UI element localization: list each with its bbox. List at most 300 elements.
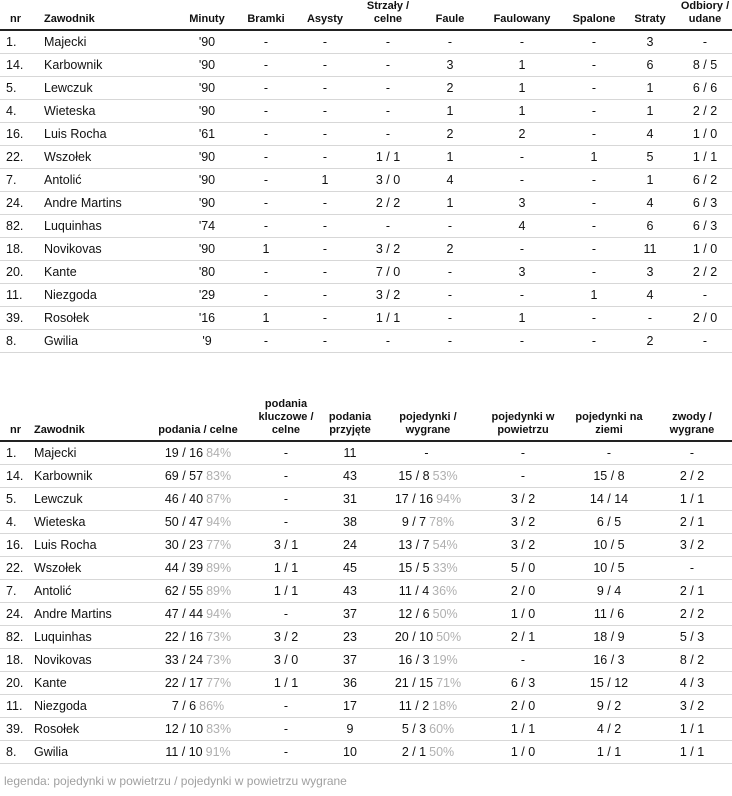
cell-passes [148,441,248,465]
duels-win-rate: 36% [432,584,458,598]
cell-ground-duels: 4 / 2 [566,718,652,741]
cell-dribbles: - [652,557,732,580]
cell-key-passes: - [248,718,324,741]
cell-nr: 24. [0,192,28,215]
table-row [0,284,732,307]
cell-passes [148,465,248,488]
cell-assists: - [296,330,354,353]
header-losses: Straty [622,0,678,30]
passes-accuracy: 91% [205,745,231,759]
cell-tackles: - [678,30,732,54]
cell-losses: 3 [622,30,678,54]
cell-fouls: 2 [422,123,478,146]
duels-win-rate: 54% [432,538,458,552]
cell-offsides: - [566,123,622,146]
cell-key-passes: - [248,441,324,465]
header-received: podania przyjęte [324,398,376,441]
cell-nr: 4. [0,511,28,534]
cell-nr: 20. [0,261,28,284]
cell-fouls: 1 [422,192,478,215]
cell-duels [376,557,480,580]
cell-player: Novikovas [28,649,148,672]
cell-fouled: 3 [478,192,566,215]
cell-tackles: 6 / 2 [678,169,732,192]
cell-offsides: - [566,77,622,100]
cell-assists: - [296,307,354,330]
cell-tackles: 6 / 6 [678,77,732,100]
header-tackles: Odbiory / udane [678,0,732,30]
table-row [0,169,732,192]
cell-spacer [28,192,38,215]
cell-nr: 16. [0,123,28,146]
cell-tackles: - [678,330,732,353]
cell-nr: 8. [0,741,28,764]
cell-duels [376,626,480,649]
cell-offsides: - [566,215,622,238]
cell-player: Majecki [28,441,148,465]
cell-nr: 20. [0,672,28,695]
duels-value: 21 / 15 [394,676,434,690]
cell-assists: - [296,146,354,169]
cell-losses: 2 [622,330,678,353]
cell-shots: - [354,123,422,146]
match-stats-table [0,0,732,353]
cell-shots: 1 / 1 [354,307,422,330]
cell-passes [148,580,248,603]
cell-duels [376,580,480,603]
cell-fouled: - [478,238,566,261]
table-row [0,192,732,215]
cell-minutes: '90 [178,30,236,54]
cell-player: Antolić [38,169,178,192]
cell-aerial-duels: 1 / 1 [480,718,566,741]
cell-fouled: 1 [478,307,566,330]
passes-accuracy: 94% [206,607,232,621]
cell-offsides: - [566,30,622,54]
cell-aerial-duels: - [480,465,566,488]
cell-fouls: - [422,307,478,330]
cell-dribbles: - [652,441,732,465]
cell-key-passes: - [248,488,324,511]
cell-fouled: 1 [478,77,566,100]
cell-goals: - [236,123,296,146]
cell-received: 43 [324,580,376,603]
cell-key-passes: - [248,695,324,718]
cell-ground-duels: 6 / 5 [566,511,652,534]
cell-losses: 6 [622,215,678,238]
cell-goals: 1 [236,238,296,261]
cell-fouls: 2 [422,238,478,261]
cell-player: Luquinhas [38,215,178,238]
cell-goals: - [236,284,296,307]
cell-losses: 1 [622,77,678,100]
cell-nr: 1. [0,30,28,54]
cell-tackles: 2 / 2 [678,261,732,284]
cell-aerial-duels: 2 / 0 [480,695,566,718]
cell-minutes: '80 [178,261,236,284]
table-row [0,488,732,511]
cell-ground-duels: 1 / 1 [566,741,652,764]
cell-dribbles: 2 / 1 [652,580,732,603]
cell-aerial-duels: - [480,649,566,672]
cell-shots: 3 / 2 [354,284,422,307]
cell-player: Wieteska [38,100,178,123]
cell-spacer [28,261,38,284]
passes-value: 44 / 39 [164,561,204,575]
cell-assists: - [296,30,354,54]
cell-nr: 18. [0,649,28,672]
table-row [0,238,732,261]
cell-player: Niezgoda [38,284,178,307]
passes-value: 11 / 10 [165,745,203,759]
cell-goals: 1 [236,307,296,330]
cell-duels [376,603,480,626]
duels-value: 5 / 3 [401,722,427,736]
duels-value: 17 / 16 [394,492,434,506]
cell-dribbles: 3 / 2 [652,695,732,718]
passes-accuracy: 94% [206,515,232,529]
cell-goals: - [236,330,296,353]
cell-received: 24 [324,534,376,557]
cell-ground-duels: 18 / 9 [566,626,652,649]
legend-note: legenda: pojedynki w powietrzu / pojedynki w powietrzu wygrane [4,774,347,788]
cell-ground-duels: 10 / 5 [566,534,652,557]
cell-nr: 14. [0,54,28,77]
cell-passes [148,626,248,649]
cell-player: Antolić [28,580,148,603]
table-row [0,54,732,77]
cell-player: Luquinhas [28,626,148,649]
cell-nr: 82. [0,215,28,238]
table-row [0,626,732,649]
table-row [0,695,732,718]
cell-fouled: - [478,169,566,192]
cell-aerial-duels: 3 / 2 [480,488,566,511]
cell-tackles: 6 / 3 [678,215,732,238]
cell-ground-duels: 10 / 5 [566,557,652,580]
passes-accuracy: 87% [206,492,232,506]
cell-dribbles: 1 / 1 [652,718,732,741]
passes-value: 30 / 23 [164,538,204,552]
cell-dribbles: 8 / 2 [652,649,732,672]
cell-shots: 3 / 2 [354,238,422,261]
duels-value: 12 / 6 [398,607,430,621]
table-row [0,441,732,465]
cell-minutes: '74 [178,215,236,238]
cell-passes [148,741,248,764]
cell-offsides: - [566,54,622,77]
cell-spacer [28,146,38,169]
cell-minutes: '90 [178,100,236,123]
cell-spacer [28,169,38,192]
cell-dribbles: 1 / 1 [652,741,732,764]
cell-duels [376,695,480,718]
cell-passes [148,488,248,511]
cell-nr: 5. [0,488,28,511]
cell-offsides: 1 [566,146,622,169]
cell-shots: 2 / 2 [354,192,422,215]
cell-aerial-duels: 2 / 1 [480,626,566,649]
cell-player: Andre Martins [28,603,148,626]
cell-nr: 1. [0,441,28,465]
cell-player: Rosołek [28,718,148,741]
cell-assists: - [296,77,354,100]
cell-losses: - [622,307,678,330]
header-nr: nr [0,398,28,441]
cell-player: Andre Martins [38,192,178,215]
cell-spacer [28,215,38,238]
passes-value: 22 / 17 [164,676,204,690]
cell-minutes: '29 [178,284,236,307]
cell-spacer [28,123,38,146]
cell-key-passes: - [248,741,324,764]
cell-goals: - [236,169,296,192]
cell-minutes: '90 [178,192,236,215]
duels-value: 11 / 4 [398,584,430,598]
cell-losses: 4 [622,192,678,215]
passes-value: 69 / 57 [164,469,204,483]
cell-spacer [28,30,38,54]
cell-fouled: 2 [478,123,566,146]
cell-duels [376,534,480,557]
duels-win-rate: 33% [432,561,458,575]
header-player: Zawodnik [38,0,178,30]
duels-win-rate: 19% [432,653,458,667]
passes-value: 47 / 44 [164,607,204,621]
table-row [0,557,732,580]
cell-received: 37 [324,603,376,626]
passes-value: 19 / 16 [164,446,204,460]
cell-fouls: - [422,284,478,307]
cell-received: 11 [324,441,376,465]
cell-assists: - [296,192,354,215]
cell-player: Luis Rocha [28,534,148,557]
cell-fouls: 3 [422,54,478,77]
cell-player: Wieteska [28,511,148,534]
duels-value: 15 / 5 [398,561,430,575]
cell-nr: 39. [0,307,28,330]
cell-dribbles: 2 / 1 [652,511,732,534]
cell-nr: 14. [0,465,28,488]
cell-key-passes: 1 / 1 [248,672,324,695]
cell-shots: - [354,215,422,238]
passes-accuracy: 83% [206,469,232,483]
cell-key-passes: - [248,465,324,488]
cell-received: 31 [324,488,376,511]
cell-offsides: - [566,169,622,192]
cell-losses: 6 [622,54,678,77]
cell-player: Gwilia [28,741,148,764]
cell-fouls: 1 [422,146,478,169]
cell-goals: - [236,54,296,77]
cell-shots: 7 / 0 [354,261,422,284]
cell-dribbles: 5 / 3 [652,626,732,649]
cell-goals: - [236,77,296,100]
cell-key-passes: 3 / 1 [248,534,324,557]
table-header-row [0,0,732,30]
cell-key-passes: 3 / 2 [248,626,324,649]
cell-minutes: '9 [178,330,236,353]
cell-losses: 3 [622,261,678,284]
duels-value: - [424,446,429,460]
cell-minutes: '90 [178,54,236,77]
cell-goals: - [236,146,296,169]
cell-received: 10 [324,741,376,764]
cell-aerial-duels: - [480,441,566,465]
cell-losses: 4 [622,123,678,146]
header-assists: Asysty [296,0,354,30]
cell-shots: 3 / 0 [354,169,422,192]
cell-assists: - [296,100,354,123]
cell-fouls: 4 [422,169,478,192]
cell-ground-duels: - [566,441,652,465]
cell-player: Novikovas [38,238,178,261]
duels-value: 15 / 8 [398,469,430,483]
cell-offsides: - [566,238,622,261]
header-fouled: Faulowany [478,0,566,30]
passes-accuracy: 77% [206,538,232,552]
cell-assists: - [296,261,354,284]
cell-aerial-duels: 1 / 0 [480,741,566,764]
cell-received: 23 [324,626,376,649]
cell-player: Majecki [38,30,178,54]
table-row [0,534,732,557]
cell-nr: 8. [0,330,28,353]
cell-received: 36 [324,672,376,695]
passes-value: 7 / 6 [171,699,197,713]
table-row [0,307,732,330]
cell-key-passes: - [248,511,324,534]
cell-duels [376,672,480,695]
cell-goals: - [236,261,296,284]
table-row [0,215,732,238]
cell-nr: 16. [0,534,28,557]
table-row [0,511,732,534]
table-row [0,100,732,123]
table-row [0,741,732,764]
cell-aerial-duels: 3 / 2 [480,534,566,557]
cell-ground-duels: 15 / 12 [566,672,652,695]
passes-accuracy: 84% [206,446,232,460]
cell-fouled: - [478,146,566,169]
table-row [0,146,732,169]
cell-shots: 1 / 1 [354,146,422,169]
cell-shots: - [354,30,422,54]
cell-losses: 1 [622,169,678,192]
cell-offsides: 1 [566,284,622,307]
cell-spacer [28,307,38,330]
cell-losses: 5 [622,146,678,169]
cell-nr: 18. [0,238,28,261]
cell-received: 38 [324,511,376,534]
cell-duels [376,441,480,465]
duels-value: 20 / 10 [394,630,434,644]
cell-ground-duels: 9 / 2 [566,695,652,718]
cell-losses: 1 [622,100,678,123]
table-row [0,123,732,146]
cell-minutes: '90 [178,238,236,261]
passes-value: 50 / 47 [164,515,204,529]
header-fouls: Faule [422,0,478,30]
cell-passes [148,557,248,580]
passes-value: 46 / 40 [164,492,204,506]
cell-minutes: '90 [178,146,236,169]
cell-fouled: 3 [478,261,566,284]
cell-passes [148,603,248,626]
cell-fouls: - [422,30,478,54]
cell-shots: - [354,54,422,77]
cell-shots: - [354,330,422,353]
cell-player: Karbownik [38,54,178,77]
cell-player: Kante [28,672,148,695]
header-shots: Strzały / celne [354,0,422,30]
cell-dribbles: 3 / 2 [652,534,732,557]
cell-nr: 22. [0,146,28,169]
header-minutes: Minuty [178,0,236,30]
cell-received: 45 [324,557,376,580]
header-aerial-duels: pojedynki w powietrzu [480,398,566,441]
duels-win-rate: 60% [429,722,455,736]
cell-dribbles: 2 / 2 [652,465,732,488]
cell-duels [376,465,480,488]
cell-nr: 5. [0,77,28,100]
cell-minutes: '90 [178,169,236,192]
header-dribbles: zwody / wygrane [652,398,732,441]
cell-assists: - [296,284,354,307]
table-row [0,77,732,100]
cell-received: 43 [324,465,376,488]
table-row [0,465,732,488]
cell-player: Lewczuk [38,77,178,100]
cell-player: Niezgoda [28,695,148,718]
cell-passes [148,695,248,718]
cell-minutes: '16 [178,307,236,330]
cell-offsides: - [566,330,622,353]
passes-accuracy: 83% [206,722,232,736]
cell-assists: - [296,54,354,77]
cell-offsides: - [566,261,622,284]
cell-spacer [28,284,38,307]
duels-win-rate: 50% [432,607,458,621]
cell-assists: - [296,215,354,238]
cell-player: Gwilia [38,330,178,353]
cell-dribbles: 4 / 3 [652,672,732,695]
cell-player: Karbownik [28,465,148,488]
cell-passes [148,534,248,557]
cell-minutes: '90 [178,77,236,100]
cell-key-passes: 1 / 1 [248,580,324,603]
cell-assists: - [296,123,354,146]
cell-fouls: - [422,330,478,353]
passes-accuracy: 89% [206,584,232,598]
cell-fouled: 1 [478,100,566,123]
cell-spacer [28,77,38,100]
cell-ground-duels: 16 / 3 [566,649,652,672]
cell-duels [376,741,480,764]
duels-win-rate: 94% [436,492,462,506]
cell-duels [376,488,480,511]
cell-aerial-duels: 5 / 0 [480,557,566,580]
cell-offsides: - [566,100,622,123]
header-player: Zawodnik [28,398,148,441]
cell-fouls: - [422,261,478,284]
cell-tackles: 1 / 0 [678,238,732,261]
cell-aerial-duels: 1 / 0 [480,603,566,626]
cell-assists: - [296,238,354,261]
passes-value: 22 / 16 [164,630,204,644]
cell-received: 17 [324,695,376,718]
cell-nr: 11. [0,695,28,718]
